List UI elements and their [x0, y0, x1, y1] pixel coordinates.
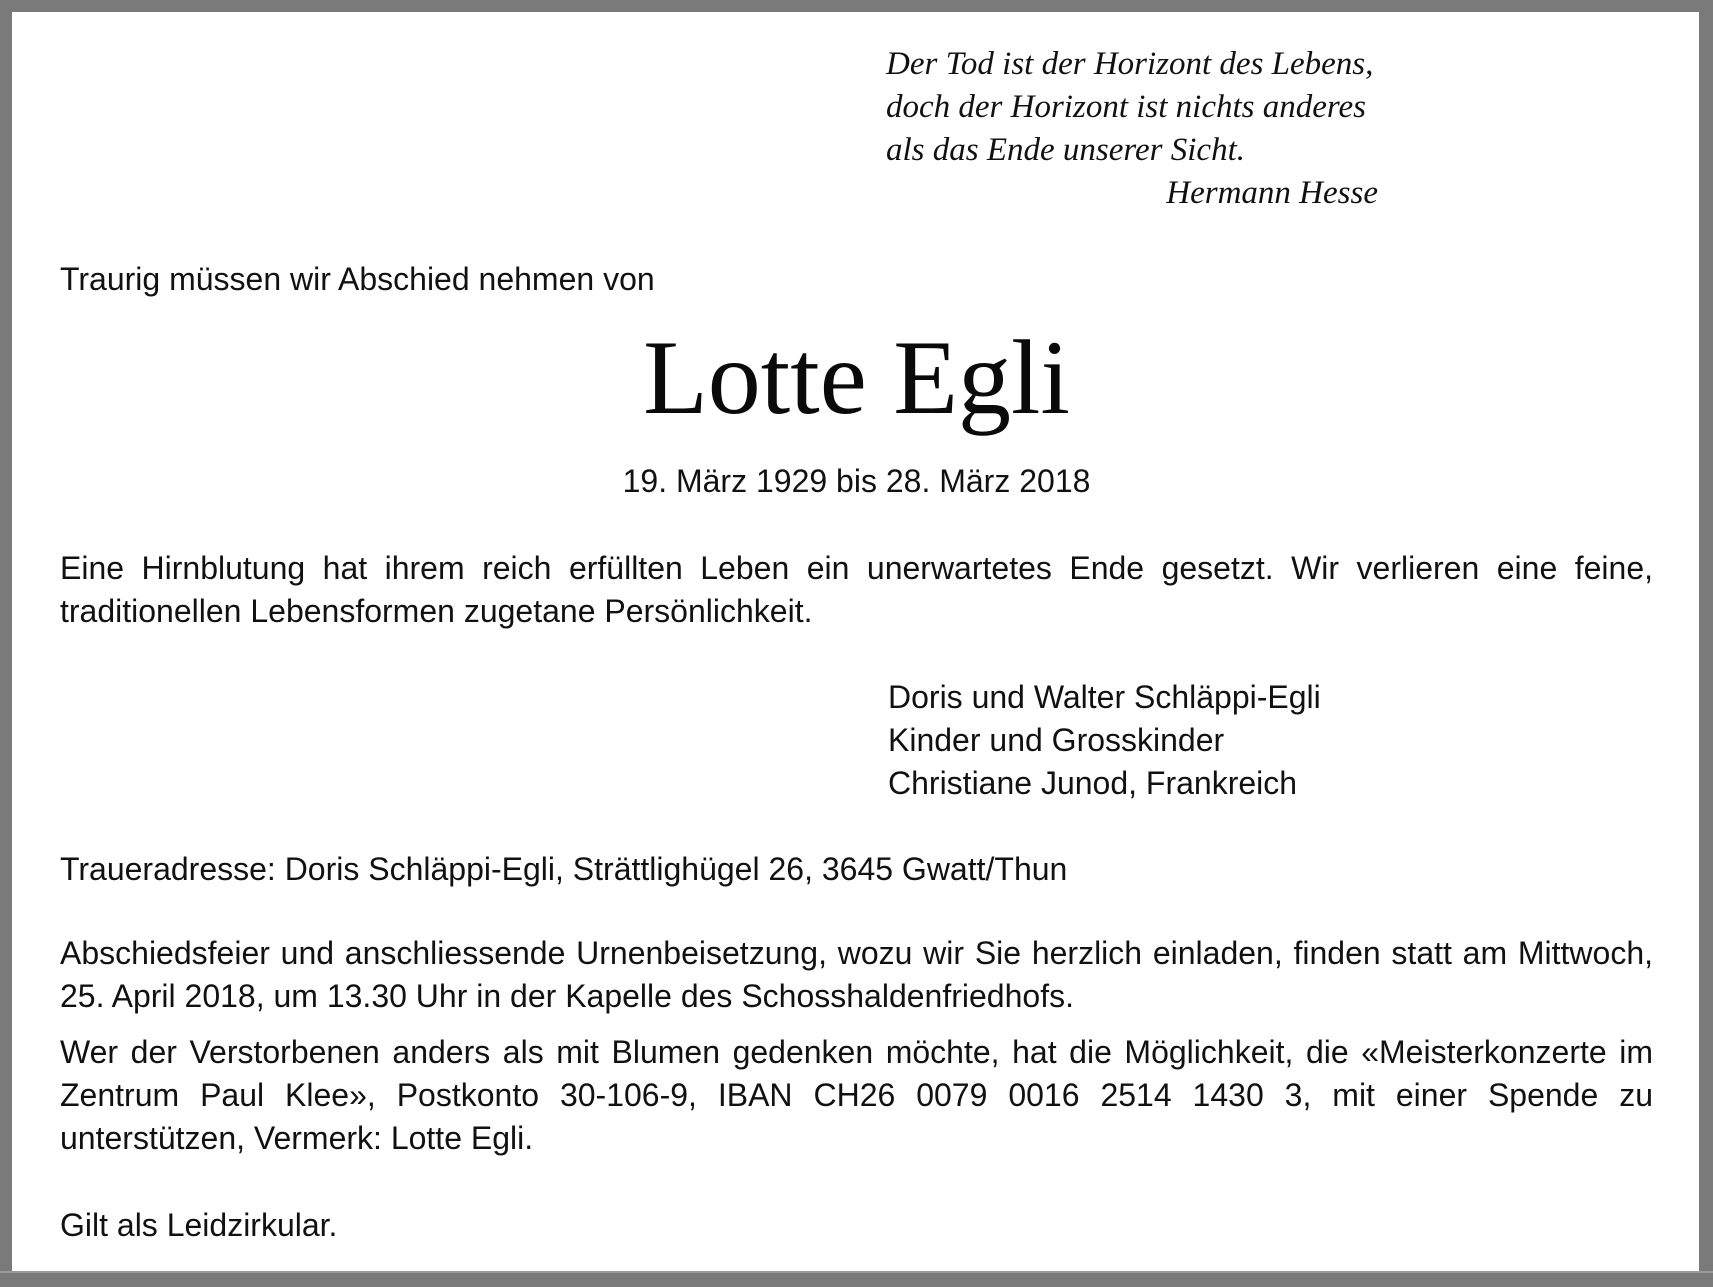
mourning-address: Traueradresse: Doris Schläppi-Egli, Strättlighügel 26, 3645 Gwatt/Thun	[60, 851, 1068, 887]
quote-line: doch der Horizont ist nichts anderes	[886, 89, 1366, 125]
bottom-divider	[0, 1271, 1713, 1273]
life-dates: 19. März 1929 bis 28. März 2018	[622, 463, 1091, 499]
signer-line: Kinder und Grosskinder	[888, 722, 1225, 758]
closing-note: Gilt als Leidzirkular.	[60, 1207, 338, 1243]
signer-line: Doris und Walter Schläppi-Egli	[888, 679, 1321, 715]
quote-line: als das Ende unserer Sicht.	[886, 132, 1245, 168]
quote-line: Der Tod ist der Horizont des Lebens,	[886, 46, 1374, 82]
signers-block	[888, 676, 1321, 805]
message-paragraph: Eine Hirnblutung hat ihrem reich erfüllten Leben ein unerwartetes Ende gesetzt. Wir verlieren eine feine, traditionellen Lebensformen zugetane Persönlichkeit.	[60, 550, 1653, 629]
intro-text: Traurig müssen wir Abschied nehmen von	[60, 261, 655, 297]
ceremony-paragraph: Abschiedsfeier und anschliessende Urnenbeisetzung, wozu wir Sie herzlich einladen, finden statt am Mittwoch, 25. April 2018, um 13.30 Uhr in der Kapelle des Schosshaldenfriedhofs.	[60, 935, 1653, 1014]
donation-paragraph: Wer der Verstorbenen anders als mit Blumen gedenken möchte, hat die Möglichkeit, die «Meisterkonzerte im Zentrum Paul Klee», Postkonto 30-106-9, IBAN CH26 0079 0016 2514 1430 3, mit einer Spende zu unterstützen, Vermerk: Lotte Egli.	[60, 1034, 1653, 1156]
quote-author: Hermann Hesse	[1166, 175, 1378, 211]
deceased-name: Lotte Egli	[643, 319, 1070, 436]
epigraph-quote	[886, 43, 1386, 215]
signer-line: Christiane Junod, Frankreich	[888, 765, 1298, 801]
